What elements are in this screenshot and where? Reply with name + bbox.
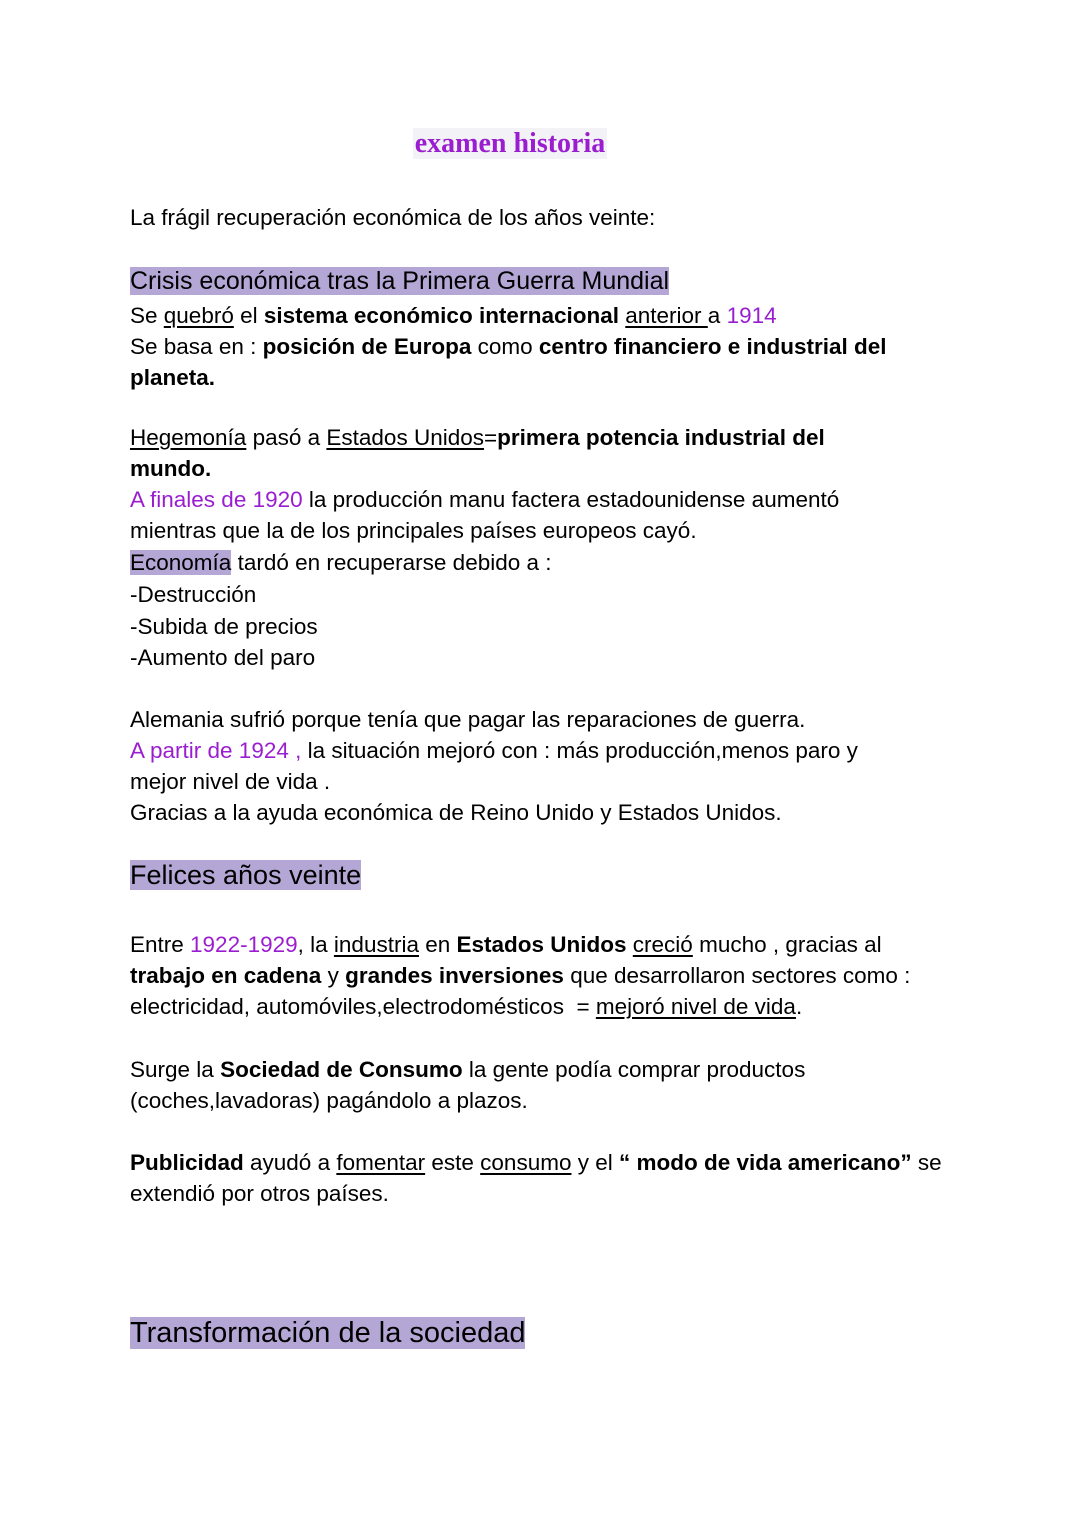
- text-run: consumo: [480, 1150, 572, 1175]
- text-run: la producción manu factera estadounidense aumentó: [302, 487, 840, 512]
- text-run: Gracias a la ayuda económica de Reino Unido y Estados Unidos.: [130, 800, 782, 825]
- text-run: Se: [130, 303, 164, 328]
- text-run: a: [707, 303, 727, 328]
- paragraph-line: [130, 766, 960, 797]
- section-intro: [130, 202, 960, 233]
- paragraph-line: [130, 1178, 960, 1209]
- paragraph-line: [130, 515, 960, 546]
- text-run: y: [321, 963, 346, 988]
- text-run: ayudó a: [243, 1150, 337, 1175]
- text-run: Transformación de la sociedad: [130, 1317, 526, 1349]
- text-run: electricidad, automóviles,electrodomésticos =: [130, 994, 596, 1019]
- heading-felices: [130, 860, 960, 891]
- text-run: primera potencia industrial del: [497, 425, 825, 450]
- text-run: .: [795, 994, 803, 1019]
- text-run: Publicidad: [130, 1150, 244, 1175]
- text-run: centro financiero e industrial del: [538, 334, 887, 359]
- text-run: mucho , gracias al: [692, 932, 882, 957]
- text-run: Economía: [130, 550, 232, 575]
- paragraph-line: [130, 1085, 960, 1116]
- text-run: en: [418, 932, 457, 957]
- text-run: =: [483, 425, 498, 450]
- text-run: -Destrucción: [130, 582, 257, 607]
- text-run: mundo.: [130, 456, 212, 481]
- paragraph-line: [130, 453, 960, 484]
- text-run: posición de Europa: [262, 334, 472, 359]
- text-run: se: [911, 1150, 942, 1175]
- text-run: industria: [333, 932, 419, 957]
- paragraph-line: [130, 547, 960, 578]
- paragraph-line: [130, 422, 960, 453]
- text-run: el: [233, 303, 264, 328]
- paragraph-line: [130, 797, 960, 828]
- paragraph-line: [130, 331, 960, 362]
- paragraph-line: [130, 300, 960, 331]
- text-run: la gente podía comprar productos: [462, 1057, 806, 1082]
- text-run: tardó en recuperarse debido a :: [231, 550, 552, 575]
- text-run: pasó a: [246, 425, 327, 450]
- text-run: Sociedad de Consumo: [220, 1057, 463, 1082]
- text-run: fomentar: [336, 1150, 426, 1175]
- text-run: anterior: [625, 303, 708, 328]
- heading-crisis: [130, 266, 960, 297]
- list-item: [130, 642, 960, 673]
- text-run: Hegemonía: [130, 425, 247, 450]
- text-run: La frágil recuperación económica de los años veinte:: [130, 205, 656, 230]
- text-run: grandes inversiones: [345, 963, 564, 988]
- text-run: (coches,lavadoras) pagándolo a plazos.: [130, 1088, 528, 1113]
- text-run: creció: [632, 932, 693, 957]
- text-run: este: [425, 1150, 481, 1175]
- text-run: mejoró nivel de vida: [595, 994, 796, 1019]
- text-run: trabajo en cadena: [130, 963, 322, 988]
- text-run: planeta.: [130, 365, 216, 390]
- text-run: , la: [297, 932, 334, 957]
- paragraph-line: [130, 1054, 960, 1085]
- document-title: [0, 128, 1020, 160]
- text-run: Surge la: [130, 1057, 221, 1082]
- text-run: Entre: [130, 932, 191, 957]
- text-run: examen historia: [414, 128, 606, 159]
- text-run: 1914: [726, 303, 777, 328]
- paragraph-line: [130, 484, 960, 515]
- text-run: “ modo de vida americano”: [619, 1150, 912, 1175]
- list-item: [130, 579, 960, 610]
- paragraph-line: [130, 960, 960, 991]
- text-run: -Subida de precios: [130, 614, 318, 639]
- paragraph-line: [130, 991, 960, 1022]
- list-item: [130, 611, 960, 642]
- heading-transformacion: [130, 1318, 960, 1349]
- paragraph-line: [130, 362, 960, 393]
- text-run: extendió por otros países.: [130, 1181, 389, 1206]
- text-run: Felices años veinte: [130, 860, 362, 890]
- paragraph-line: [130, 735, 960, 766]
- paragraph-line: [130, 704, 960, 735]
- text-run: que desarrollaron sectores como :: [563, 963, 911, 988]
- text-run: mejor nivel de vida .: [130, 769, 331, 794]
- text-run: la situación mejoró con : más producción,menos paro y: [301, 738, 858, 763]
- text-run: A partir de 1924 ,: [130, 738, 302, 763]
- text-run: A finales de 1920: [130, 487, 303, 512]
- paragraph-line: [130, 1147, 960, 1178]
- text-run: Estados Unidos: [326, 425, 484, 450]
- paragraph-line: [130, 929, 960, 960]
- text-run: -Aumento del paro: [130, 645, 316, 670]
- text-run: Se basa en :: [130, 334, 263, 359]
- text-run: Crisis económica tras la Primera Guerra Mundial: [130, 267, 670, 295]
- text-run: y el: [571, 1150, 619, 1175]
- text-run: mientras que la de los principales países europeos cayó.: [130, 518, 697, 543]
- text-run: Estados Unidos: [456, 932, 627, 957]
- text-run: como: [471, 334, 539, 359]
- text-run: quebró: [163, 303, 234, 328]
- text-run: sistema económico internacional: [263, 303, 619, 328]
- text-run: 1922-1929: [190, 932, 298, 957]
- text-run: Alemania sufrió porque tenía que pagar las reparaciones de guerra.: [130, 707, 806, 732]
